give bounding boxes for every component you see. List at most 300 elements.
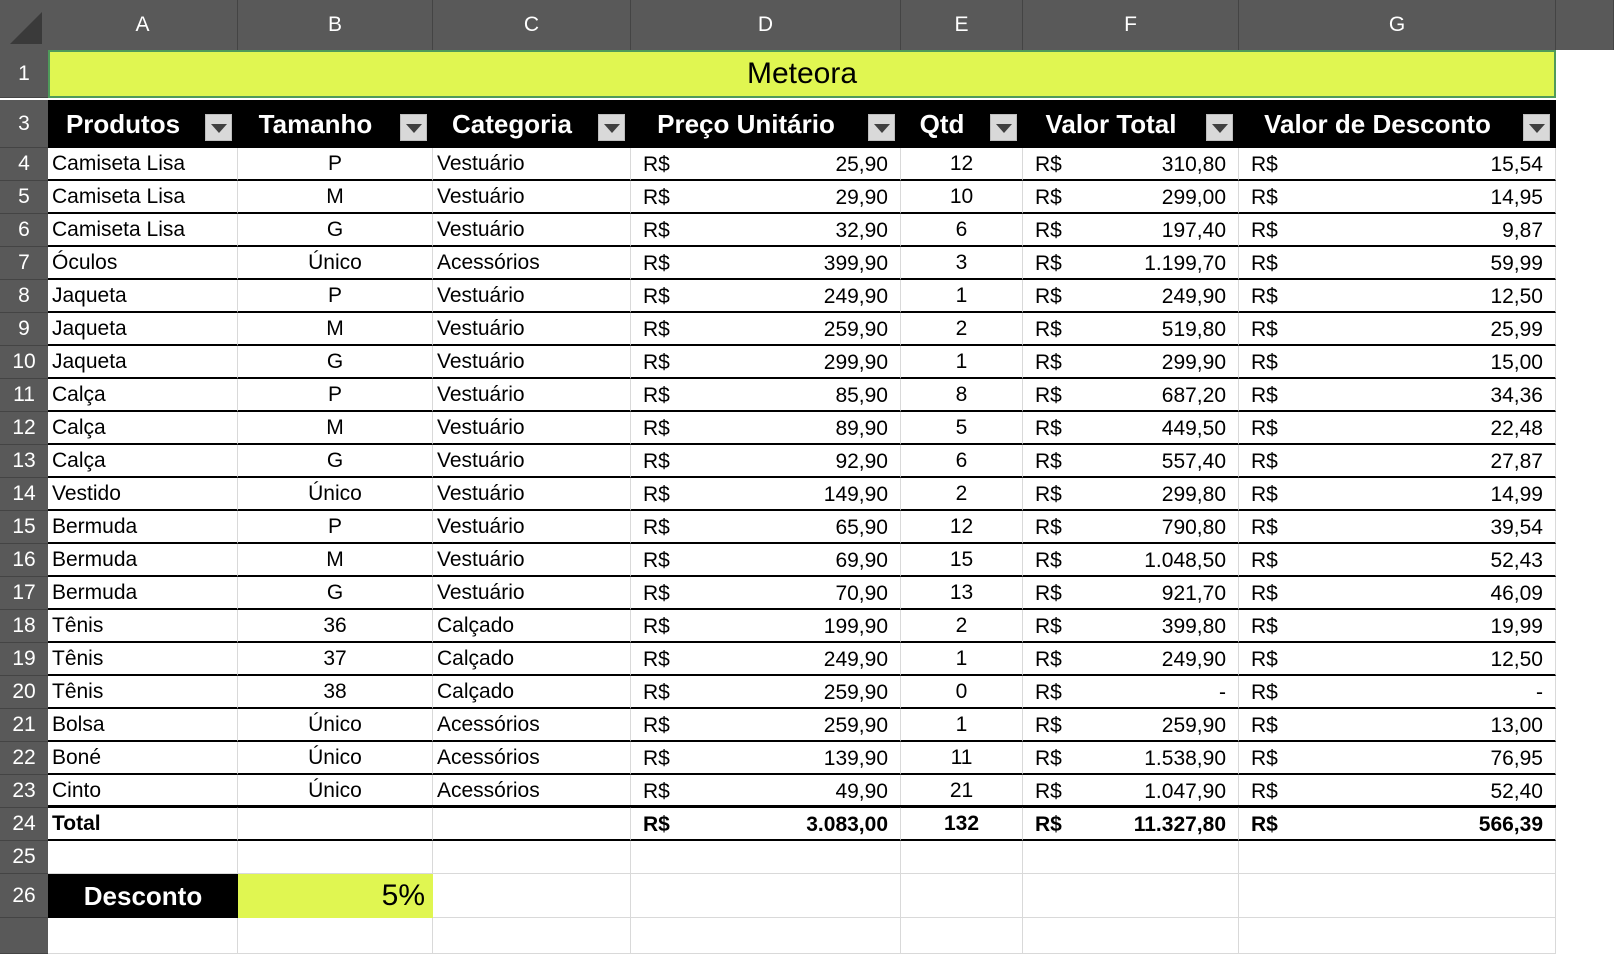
amount: 25,99 xyxy=(1490,318,1543,341)
currency-symbol: R$ xyxy=(1251,813,1278,836)
cell-valor-desconto[interactable] xyxy=(1239,577,1556,610)
cell-produto[interactable]: Calça xyxy=(48,445,238,478)
header-6[interactable] xyxy=(1239,100,1556,148)
cell-valor-total[interactable] xyxy=(1023,346,1239,379)
cell-preco-unitario[interactable] xyxy=(631,544,901,577)
cell-categoria[interactable]: Acessórios xyxy=(433,742,631,775)
cell-tamanho[interactable]: M xyxy=(238,313,433,346)
cell-tamanho[interactable]: 36 xyxy=(238,610,433,643)
empty-cell[interactable] xyxy=(238,918,433,954)
amount: 49,90 xyxy=(835,780,888,803)
cell-produto[interactable]: Cinto xyxy=(48,775,238,808)
amount: 92,90 xyxy=(835,450,888,473)
cell-tamanho[interactable]: Único xyxy=(238,742,433,775)
cell-tamanho[interactable]: Único xyxy=(238,247,433,280)
row-header-19[interactable]: 19 xyxy=(0,643,48,676)
row-header-23[interactable]: 23 xyxy=(0,775,48,808)
amount: 34,36 xyxy=(1490,384,1543,407)
select-all-triangle-icon xyxy=(10,12,42,44)
row-header-20[interactable]: 20 xyxy=(0,676,48,709)
cell-produto[interactable]: Tênis xyxy=(48,610,238,643)
cell-produto[interactable]: Jaqueta xyxy=(48,346,238,379)
column-header-c[interactable]: C xyxy=(433,0,631,50)
empty-cell[interactable] xyxy=(1023,874,1239,918)
cell-valor-desconto[interactable] xyxy=(1239,313,1556,346)
cell-qtd[interactable]: 12 xyxy=(901,148,1023,181)
cell-categoria[interactable]: Acessórios xyxy=(433,775,631,808)
currency-symbol: R$ xyxy=(1035,747,1062,770)
currency-symbol: R$ xyxy=(643,615,670,638)
cell-qtd[interactable]: 11 xyxy=(901,742,1023,775)
cell-valor-total[interactable] xyxy=(1023,742,1239,775)
cell-preco-unitario[interactable] xyxy=(631,379,901,412)
currency-symbol: R$ xyxy=(643,153,670,176)
currency-symbol: R$ xyxy=(1035,615,1062,638)
cell-qtd[interactable]: 21 xyxy=(901,775,1023,808)
cell-preco-unitario[interactable] xyxy=(631,412,901,445)
amount: 89,90 xyxy=(835,417,888,440)
currency-symbol: R$ xyxy=(1251,483,1278,506)
amount: 22,48 xyxy=(1490,417,1543,440)
cell-valor-desconto[interactable] xyxy=(1239,610,1556,643)
cell-qtd[interactable]: 1 xyxy=(901,709,1023,742)
filter-dropdown-icon[interactable] xyxy=(205,114,232,141)
header-1[interactable] xyxy=(238,100,433,148)
column-header-spacer xyxy=(1556,0,1614,50)
cell-qtd[interactable]: 10 xyxy=(901,181,1023,214)
cell-produto[interactable]: Tênis xyxy=(48,643,238,676)
amount: 299,90 xyxy=(1161,351,1226,374)
cell-preco-unitario[interactable] xyxy=(631,280,901,313)
currency-symbol: R$ xyxy=(1035,285,1062,308)
currency-symbol: R$ xyxy=(1035,582,1062,605)
cell-produto[interactable]: Camiseta Lisa xyxy=(48,181,238,214)
amount: 1.048,50 xyxy=(1144,549,1226,572)
cell-preco-unitario[interactable] xyxy=(631,346,901,379)
row-header-12[interactable]: 12 xyxy=(0,412,48,445)
cell-valor-desconto[interactable] xyxy=(1239,775,1556,808)
cell-tamanho[interactable]: Único xyxy=(238,709,433,742)
amount: 199,90 xyxy=(823,615,888,638)
currency-symbol: R$ xyxy=(1035,186,1062,209)
amount: 139,90 xyxy=(823,747,888,770)
sheet-title[interactable]: Meteora xyxy=(48,50,1556,98)
cell-tamanho[interactable]: G xyxy=(238,445,433,478)
cell-produto[interactable]: Jaqueta xyxy=(48,280,238,313)
cell-valor-desconto[interactable] xyxy=(1239,412,1556,445)
row-header-11[interactable]: 11 xyxy=(0,379,48,412)
cell-valor-total[interactable] xyxy=(1023,676,1239,709)
amount: 76,95 xyxy=(1490,747,1543,770)
row-header-16[interactable]: 16 xyxy=(0,544,48,577)
amount: 557,40 xyxy=(1161,450,1226,473)
cell-tamanho[interactable]: P xyxy=(238,511,433,544)
currency-symbol: R$ xyxy=(1251,648,1278,671)
cell-tamanho[interactable]: 38 xyxy=(238,676,433,709)
cell-preco-unitario[interactable] xyxy=(631,511,901,544)
cell-total-empty[interactable] xyxy=(238,808,433,841)
empty-cell[interactable] xyxy=(1239,918,1556,954)
cell-total-label[interactable]: Total xyxy=(48,808,238,841)
cell-preco-unitario[interactable] xyxy=(631,610,901,643)
cell-valor-total[interactable] xyxy=(1023,313,1239,346)
amount: 259,90 xyxy=(823,714,888,737)
currency-symbol: R$ xyxy=(1251,582,1278,605)
cell-valor-total[interactable] xyxy=(1023,181,1239,214)
row-header-18[interactable]: 18 xyxy=(0,610,48,643)
amount: 259,90 xyxy=(823,681,888,704)
cell-valor-total[interactable] xyxy=(1023,214,1239,247)
cell-qtd[interactable]: 5 xyxy=(901,412,1023,445)
empty-cell[interactable] xyxy=(631,841,901,874)
filter-dropdown-icon[interactable] xyxy=(990,114,1017,141)
cell-total-valor[interactable] xyxy=(1023,808,1239,841)
row-header-4[interactable]: 4 xyxy=(0,148,48,181)
cell-valor-desconto[interactable] xyxy=(1239,379,1556,412)
cell-qtd[interactable]: 6 xyxy=(901,214,1023,247)
amount: 249,90 xyxy=(1161,648,1226,671)
row-header-9[interactable]: 9 xyxy=(0,313,48,346)
cell-valor-desconto[interactable] xyxy=(1239,280,1556,313)
cell-total-preco[interactable] xyxy=(631,808,901,841)
cell-preco-unitario[interactable] xyxy=(631,478,901,511)
cell-valor-desconto[interactable] xyxy=(1239,676,1556,709)
row-header-25[interactable]: 25 xyxy=(0,841,48,874)
cell-preco-unitario[interactable] xyxy=(631,643,901,676)
row-header-6[interactable]: 6 xyxy=(0,214,48,247)
cell-produto[interactable]: Vestido xyxy=(48,478,238,511)
header-label: Categoria xyxy=(452,108,572,139)
amount: 9,87 xyxy=(1502,219,1543,242)
filter-dropdown-icon[interactable] xyxy=(868,114,895,141)
cell-valor-total[interactable] xyxy=(1023,280,1239,313)
currency-symbol: R$ xyxy=(1035,153,1062,176)
empty-cell[interactable] xyxy=(433,874,631,918)
row-header-7[interactable]: 7 xyxy=(0,247,48,280)
cell-valor-total[interactable] xyxy=(1023,775,1239,808)
amount: 149,90 xyxy=(823,483,888,506)
row-header-14[interactable]: 14 xyxy=(0,478,48,511)
cell-tamanho[interactable]: Único xyxy=(238,775,433,808)
cell-tamanho[interactable]: Único xyxy=(238,478,433,511)
cell-categoria[interactable]: Vestuário xyxy=(433,214,631,247)
row-header-24[interactable]: 24 xyxy=(0,808,48,841)
cell-qtd[interactable]: 15 xyxy=(901,544,1023,577)
cell-categoria[interactable]: Vestuário xyxy=(433,181,631,214)
amount: 519,80 xyxy=(1161,318,1226,341)
currency-symbol: R$ xyxy=(1035,681,1062,704)
cell-categoria[interactable]: Calçado xyxy=(433,676,631,709)
cell-preco-unitario[interactable] xyxy=(631,742,901,775)
empty-cell[interactable] xyxy=(631,874,901,918)
cell-valor-desconto[interactable] xyxy=(1239,247,1556,280)
header-label: Produtos xyxy=(65,108,181,139)
cell-total-qtd[interactable]: 132 xyxy=(901,808,1023,841)
cell-produto[interactable]: Jaqueta xyxy=(48,313,238,346)
currency-symbol: R$ xyxy=(1251,714,1278,737)
empty-cell[interactable] xyxy=(1023,841,1239,874)
cell-produto[interactable]: Bermuda xyxy=(48,511,238,544)
cell-qtd[interactable]: 1 xyxy=(901,280,1023,313)
amount: 249,90 xyxy=(1161,285,1226,308)
cell-preco-unitario[interactable] xyxy=(631,445,901,478)
currency-symbol: R$ xyxy=(1251,351,1278,374)
cell-valor-desconto[interactable] xyxy=(1239,478,1556,511)
column-header-d[interactable]: D xyxy=(631,0,901,50)
amount: 11.327,80 xyxy=(1133,813,1226,836)
cell-qtd[interactable]: 3 xyxy=(901,247,1023,280)
cell-qtd[interactable]: 2 xyxy=(901,313,1023,346)
amount: 299,00 xyxy=(1161,186,1226,209)
cell-tamanho[interactable]: G xyxy=(238,214,433,247)
header-2[interactable] xyxy=(433,100,631,148)
cell-total-desconto[interactable] xyxy=(1239,808,1556,841)
cell-preco-unitario[interactable] xyxy=(631,577,901,610)
currency-symbol: R$ xyxy=(1035,384,1062,407)
cell-categoria[interactable]: Vestuário xyxy=(433,511,631,544)
cell-preco-unitario[interactable] xyxy=(631,709,901,742)
cell-valor-total[interactable] xyxy=(1023,610,1239,643)
cell-valor-desconto[interactable] xyxy=(1239,643,1556,676)
amount: 12,50 xyxy=(1490,285,1543,308)
empty-cell[interactable] xyxy=(1023,918,1239,954)
cell-tamanho[interactable]: M xyxy=(238,181,433,214)
amount: 70,90 xyxy=(835,582,888,605)
row-header-21[interactable]: 21 xyxy=(0,709,48,742)
filter-dropdown-icon[interactable] xyxy=(1523,114,1550,141)
cell-categoria[interactable]: Vestuário xyxy=(433,148,631,181)
currency-symbol: R$ xyxy=(643,813,670,836)
cell-valor-total[interactable] xyxy=(1023,148,1239,181)
header-3[interactable] xyxy=(631,100,901,148)
cell-produto[interactable]: Bermuda xyxy=(48,544,238,577)
currency-symbol: R$ xyxy=(643,582,670,605)
currency-symbol: R$ xyxy=(643,252,670,275)
empty-cell[interactable] xyxy=(48,918,238,954)
cell-valor-desconto[interactable] xyxy=(1239,742,1556,775)
currency-symbol: R$ xyxy=(1251,780,1278,803)
row-header-10[interactable]: 10 xyxy=(0,346,48,379)
header-0[interactable] xyxy=(48,100,238,148)
column-header-g[interactable]: G xyxy=(1239,0,1556,50)
cell-categoria[interactable]: Acessórios xyxy=(433,709,631,742)
cell-qtd[interactable]: 1 xyxy=(901,346,1023,379)
cell-categoria[interactable]: Acessórios xyxy=(433,247,631,280)
column-header-b[interactable]: B xyxy=(238,0,433,50)
amount: 249,90 xyxy=(823,648,888,671)
currency-symbol: R$ xyxy=(1035,219,1062,242)
cell-qtd[interactable]: 2 xyxy=(901,478,1023,511)
cell-valor-total[interactable] xyxy=(1023,643,1239,676)
cell-tamanho[interactable]: P xyxy=(238,148,433,181)
row-header-13[interactable]: 13 xyxy=(0,445,48,478)
cell-produto[interactable]: Bermuda xyxy=(48,577,238,610)
row-header-26[interactable]: 26 xyxy=(0,874,48,918)
discount-label[interactable]: Desconto xyxy=(48,874,238,918)
cell-preco-unitario[interactable] xyxy=(631,676,901,709)
cell-valor-desconto[interactable] xyxy=(1239,511,1556,544)
amount: 1.047,90 xyxy=(1144,780,1226,803)
empty-cell[interactable] xyxy=(238,841,433,874)
currency-symbol: R$ xyxy=(643,351,670,374)
row-header-27 xyxy=(0,918,48,954)
amount: 310,80 xyxy=(1161,153,1226,176)
amount: 299,90 xyxy=(823,351,888,374)
column-header-e[interactable]: E xyxy=(901,0,1023,50)
discount-value[interactable]: 5% xyxy=(238,874,433,918)
row-header-1[interactable]: 1 xyxy=(0,50,48,98)
cell-produto[interactable]: Tênis xyxy=(48,676,238,709)
cell-valor-desconto[interactable] xyxy=(1239,709,1556,742)
amount: 197,40 xyxy=(1161,219,1226,242)
row-header-5[interactable]: 5 xyxy=(0,181,48,214)
amount: 299,80 xyxy=(1161,483,1226,506)
cell-valor-total[interactable] xyxy=(1023,577,1239,610)
cell-categoria[interactable]: Vestuário xyxy=(433,577,631,610)
row-header-17[interactable]: 17 xyxy=(0,577,48,610)
header-label: Tamanho xyxy=(258,108,373,139)
empty-cell[interactable] xyxy=(48,841,238,874)
amount: 59,99 xyxy=(1490,252,1543,275)
filter-dropdown-icon[interactable] xyxy=(400,114,427,141)
cell-valor-desconto[interactable] xyxy=(1239,445,1556,478)
cell-qtd[interactable]: 1 xyxy=(901,643,1023,676)
cell-categoria[interactable]: Vestuário xyxy=(433,445,631,478)
cell-valor-desconto[interactable] xyxy=(1239,544,1556,577)
cell-categoria[interactable]: Vestuário xyxy=(433,313,631,346)
currency-symbol: R$ xyxy=(643,384,670,407)
cell-produto[interactable]: Calça xyxy=(48,412,238,445)
column-header-a[interactable]: A xyxy=(48,0,238,50)
empty-cell[interactable] xyxy=(1239,841,1556,874)
row-header-8[interactable]: 8 xyxy=(0,280,48,313)
amount: 46,09 xyxy=(1490,582,1543,605)
cell-categoria[interactable]: Vestuário xyxy=(433,412,631,445)
cell-tamanho[interactable]: 37 xyxy=(238,643,433,676)
filter-dropdown-icon[interactable] xyxy=(598,114,625,141)
cell-produto[interactable]: Calça xyxy=(48,379,238,412)
currency-symbol: R$ xyxy=(643,417,670,440)
currency-symbol: R$ xyxy=(1251,285,1278,308)
cell-qtd[interactable]: 13 xyxy=(901,577,1023,610)
cell-qtd[interactable]: 12 xyxy=(901,511,1023,544)
cell-valor-total[interactable] xyxy=(1023,445,1239,478)
currency-symbol: R$ xyxy=(643,483,670,506)
cell-categoria[interactable]: Vestuário xyxy=(433,478,631,511)
cell-qtd[interactable]: 8 xyxy=(901,379,1023,412)
cell-categoria[interactable]: Vestuário xyxy=(433,379,631,412)
amount: 566,39 xyxy=(1478,813,1543,836)
cell-valor-total[interactable] xyxy=(1023,379,1239,412)
cell-tamanho[interactable]: P xyxy=(238,280,433,313)
cell-preco-unitario[interactable] xyxy=(631,214,901,247)
cell-total-empty[interactable] xyxy=(433,808,631,841)
cell-categoria[interactable]: Calçado xyxy=(433,610,631,643)
amount: 25,90 xyxy=(835,153,888,176)
currency-symbol: R$ xyxy=(1251,417,1278,440)
amount: 399,90 xyxy=(823,252,888,275)
cell-preco-unitario[interactable] xyxy=(631,247,901,280)
cell-valor-total[interactable] xyxy=(1023,511,1239,544)
select-all-corner[interactable] xyxy=(0,0,48,50)
total-double-line xyxy=(48,805,1556,807)
amount: 12,50 xyxy=(1490,648,1543,671)
amount: 1.199,70 xyxy=(1144,252,1226,275)
cell-produto[interactable]: Camiseta Lisa xyxy=(48,214,238,247)
cell-valor-total[interactable] xyxy=(1023,247,1239,280)
cell-qtd[interactable]: 0 xyxy=(901,676,1023,709)
currency-symbol: R$ xyxy=(643,747,670,770)
empty-cell[interactable] xyxy=(1239,874,1556,918)
cell-tamanho[interactable]: P xyxy=(238,379,433,412)
cell-preco-unitario[interactable] xyxy=(631,775,901,808)
header-label: Qtd xyxy=(919,108,965,139)
cell-valor-desconto[interactable] xyxy=(1239,148,1556,181)
cell-valor-total[interactable] xyxy=(1023,412,1239,445)
cell-tamanho[interactable]: M xyxy=(238,544,433,577)
header-4[interactable] xyxy=(901,100,1023,148)
cell-tamanho[interactable]: G xyxy=(238,346,433,379)
cell-preco-unitario[interactable] xyxy=(631,148,901,181)
row-header-22[interactable]: 22 xyxy=(0,742,48,775)
currency-symbol: R$ xyxy=(1035,813,1062,836)
empty-cell[interactable] xyxy=(631,918,901,954)
cell-produto[interactable]: Boné xyxy=(48,742,238,775)
amount: - xyxy=(1536,681,1543,704)
cell-preco-unitario[interactable] xyxy=(631,181,901,214)
cell-valor-total[interactable] xyxy=(1023,544,1239,577)
cell-categoria[interactable]: Vestuário xyxy=(433,346,631,379)
cell-valor-desconto[interactable] xyxy=(1239,214,1556,247)
header-5[interactable] xyxy=(1023,100,1239,148)
empty-cell[interactable] xyxy=(901,841,1023,874)
amount: 29,90 xyxy=(835,186,888,209)
amount: 14,95 xyxy=(1490,186,1543,209)
cell-qtd[interactable]: 6 xyxy=(901,445,1023,478)
currency-symbol: R$ xyxy=(1035,648,1062,671)
currency-symbol: R$ xyxy=(1035,252,1062,275)
cell-produto[interactable]: Camiseta Lisa xyxy=(48,148,238,181)
empty-cell[interactable] xyxy=(901,918,1023,954)
amount: 69,90 xyxy=(835,549,888,572)
cell-categoria[interactable]: Calçado xyxy=(433,643,631,676)
row-header-15[interactable]: 15 xyxy=(0,511,48,544)
cell-produto[interactable]: Bolsa xyxy=(48,709,238,742)
amount: 399,80 xyxy=(1161,615,1226,638)
cell-qtd[interactable]: 2 xyxy=(901,610,1023,643)
cell-produto[interactable]: Óculos xyxy=(48,247,238,280)
amount: 790,80 xyxy=(1161,516,1226,539)
empty-cell[interactable] xyxy=(433,918,631,954)
empty-cell[interactable] xyxy=(901,874,1023,918)
cell-tamanho[interactable]: G xyxy=(238,577,433,610)
amount: 921,70 xyxy=(1161,582,1226,605)
cell-categoria[interactable]: Vestuário xyxy=(433,280,631,313)
column-header-f[interactable]: F xyxy=(1023,0,1239,50)
filter-dropdown-icon[interactable] xyxy=(1206,114,1233,141)
cell-preco-unitario[interactable] xyxy=(631,313,901,346)
empty-cell[interactable] xyxy=(433,841,631,874)
cell-valor-total[interactable] xyxy=(1023,478,1239,511)
cell-valor-desconto[interactable] xyxy=(1239,346,1556,379)
cell-tamanho[interactable]: M xyxy=(238,412,433,445)
row-header-3[interactable]: 3 xyxy=(0,100,48,148)
cell-valor-total[interactable] xyxy=(1023,709,1239,742)
amount: 65,90 xyxy=(835,516,888,539)
cell-categoria[interactable]: Vestuário xyxy=(433,544,631,577)
cell-valor-desconto[interactable] xyxy=(1239,181,1556,214)
currency-symbol: R$ xyxy=(1251,747,1278,770)
